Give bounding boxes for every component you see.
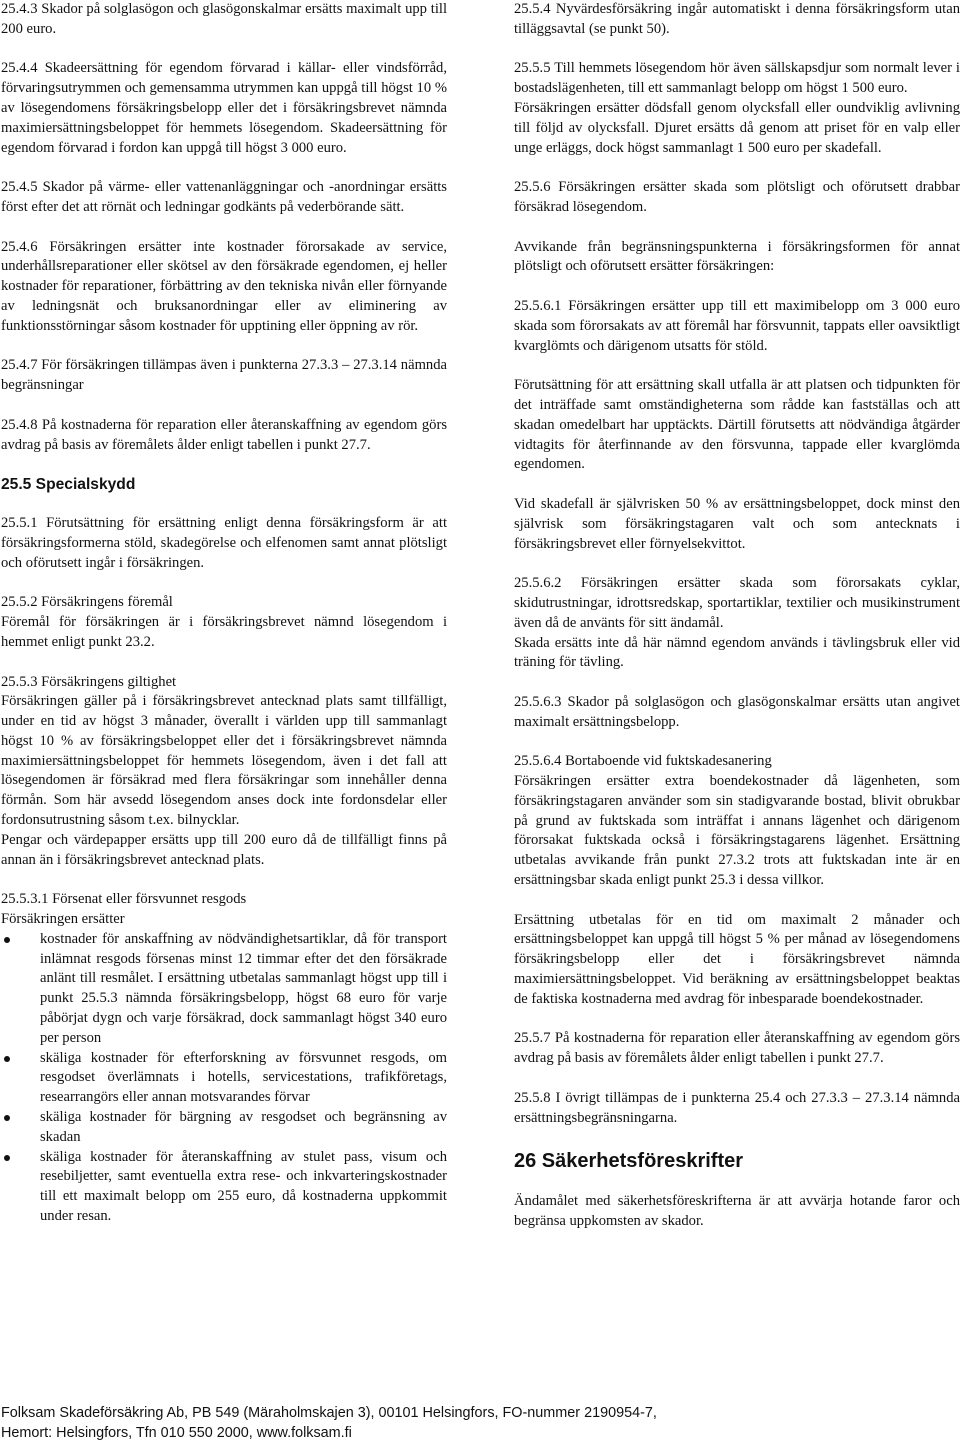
bullet-list bbox=[1, 930, 447, 1227]
section-heading-25-5: 25.5 Specialskydd bbox=[1, 476, 136, 494]
paragraph-compensation-period: Ersättning utbetalas för en tid om maximalt 2 månader och ersättningsbeloppet kan uppgå till högst 5 % per månad av lösegendomens försäkringsbelopp eller det i försäkringsbrevet nämnda maximiersättningsbeloppet. Vid beräkning av ersättningsbeloppet beaktas de faktiska kostnaderna med avdrag för inbesparade boendekostnader. bbox=[514, 911, 960, 1007]
paragraph-25-5-6-4-body: Försäkringen ersätter extra boendekostnader då lägenheten, som försäkringstagaren använder som sin stadigvarande bostad, blivit obrukbar på grund av fuktskada som inträffat i annans lägenhet och därigenom förorsakat fuktskada också i försäkringstagarens lägenhet. Ersättning utbetalas avvikande från punkt 27.3.2 trots att fuktskadan inte är en ersättningsbar skada enligt punkt 25.3 i dessa villkor. bbox=[514, 773, 960, 889]
paragraph-26-purpose: Ändamålet med säkerhetsföreskrifterna är att avvärja hotande faror och begränsa uppkomsten av skador. bbox=[514, 1193, 960, 1230]
section-heading-26: 26 Säkerhetsföreskrifter bbox=[514, 1150, 744, 1173]
page-footer bbox=[1, 1403, 901, 1443]
list-item: kostnader för anskaffning av nödvändighetsartiklar, då för transport inlämnat resgods försenas minst 12 timmar efter det den försäkrade anlänt till resmålet. I ersättning utbetalas sammanlagt högst upp till i punkt 25.5.3 nämnda försäkringsbelopp, högst 68 euro för varje påbörjat dygn och varje försäkrad, dock sammanlagt högst 340 euro per person bbox=[1, 930, 447, 1049]
paragraph-25-4-8: 25.4.8 På kostnaderna för reparation eller återanskaffning av egendom görs avdrag på basis av föremålets ålder enligt tabellen i punkt 27.7. bbox=[1, 416, 447, 453]
paragraph-25-5-3-body: Försäkringen gäller på i försäkringsbrevet antecknad plats samt tillfälligt, under en tid av högst 3 månader, överallt i världen upp till sammanlagt högst 10 % av försäkringsbeloppet eller det i försäkringsbrevet nämnda maximiersättningsbeloppet för hemmets lösegendom, även i det fall att lösegendomen är försäkrad med flera försäkringar som innehåller denna förmån. Som här avsedd lösegendom anses dock inte fordonsdelar eller fordonsutrustning såsom t.ex. bilnycklar. bbox=[1, 693, 447, 829]
paragraph-25-5-5: 25.5.5 Till hemmets lösegendom hör även sällskapsdjur som normalt lever i bostadslägenheten, till ett sammanlagt belopp om högst 1 500 euro. bbox=[514, 60, 960, 97]
paragraph-deductible: Vid skadefall är självrisken 50 % av ersättningsbeloppet, dock minst den självrisk som försäkringstagaren valt och som antecknats i försäkringsbrevet eller förnyelsekvittot. bbox=[514, 495, 960, 552]
footer-line-address: Folksam Skadeförsäkring Ab, PB 549 (Märaholmskajen 3), 00101 Helsingfors, FO-nummer 2190954-7, bbox=[1, 1405, 657, 1421]
paragraph-25-5-2-body: Föremål för försäkringen är i försäkringsbrevet nämnd lösegendom i hemmet enligt punkt 23.2. bbox=[1, 614, 447, 650]
paragraph-25-5-6-1: 25.5.6.1 Försäkringen ersätter upp till ett maximibelopp om 3 000 euro skada som förorsakats av att föremål har försvunnit, tappats eller oavsiktligt kvarglömts och därigenom utsatts för stöld. bbox=[514, 297, 960, 354]
paragraph-25-5-6-2: 25.5.6.2 Försäkringen ersätter skada som förorsakats cyklar, skidutrustningar, idrottsredskap, sportartiklar, textilier och musikinstrument även då de använts för sitt ändamål. bbox=[514, 575, 960, 631]
list-item: skäliga kostnader för återanskaffning av stulet pass, visum och resebiljetter, samt eventuella extra rese- och inkvarteringskostnader till ett maximalt belopp om 255 euro, då kostnaderna uppkommit under resan. bbox=[1, 1148, 447, 1227]
paragraph-condition: Förutsättning för att ersättning skall utfalla är att platsen och tidpunkten för det inträffade samt omständigheterna som rådde kan fastställas och att skadan omedelbart har upptäckts. Därtill förutsetts att nödvändiga åtgärder vidtagits för återfinnande av den försvunna, tappade eller kvarglömda egendomen. bbox=[514, 377, 960, 473]
paragraph-25-5-1: 25.5.1 Förutsättning för ersättning enligt denna försäkringsform är att försäkringsformerna stöld, skadegörelse och elfenomen samt annat plötsligt och oförutsett ingår i försäkringen. bbox=[1, 515, 447, 571]
paragraph-25-4-3: 25.4.3 Skador på solglasögon och glasögonskalmar ersätts maximalt upp till 200 euro. bbox=[1, 1, 447, 37]
paragraph-25-5-2-title: 25.5.2 Försäkringens föremål bbox=[1, 594, 173, 611]
paragraph-25-5-4: 25.5.4 Nyvärdesförsäkring ingår automatiskt i denna försäkringsform utan tilläggsavtal (se punkt 50). bbox=[514, 1, 960, 37]
paragraph-25-5-6: 25.5.6 Försäkringen ersätter skada som plötsligt och oförutsett drabbar försäkrad lösegendom. bbox=[514, 179, 960, 215]
paragraph-25-5-7: 25.5.7 På kostnaderna för reparation eller återanskaffning av egendom görs avdrag på basis av föremålets ålder enligt tabellen i punkt 27.7. bbox=[514, 1030, 960, 1067]
paragraph-25-5-3-1-intro: Försäkringen ersätter bbox=[1, 911, 125, 928]
footer-line-contact: Hemort: Helsingfors, Tfn 010 550 2000, www.folksam.fi bbox=[1, 1425, 352, 1441]
paragraph-25-5-6-4-title: 25.5.6.4 Bortaboende vid fuktskadesanering bbox=[514, 753, 772, 770]
paragraph-25-5-8: 25.5.8 I övrigt tillämpas de i punkterna 25.4 och 27.3.3 – 27.3.14 nämnda ersättningsbegränsningarna. bbox=[514, 1089, 960, 1126]
paragraph-25-4-5: 25.4.5 Skador på värme- eller vattenanläggningar och -anordningar ersätts först efter det att rörnät och ledningar godkänts på vederbörande sätt. bbox=[1, 179, 447, 215]
paragraph-25-4-7: 25.4.7 För försäkringen tillämpas även i punkterna 27.3.3 – 27.3.14 nämnda begränsningar bbox=[1, 357, 447, 394]
paragraph-25-5-6-3: 25.5.6.3 Skador på solglasögon och glasögonskalmar ersätts utan angivet maximalt ersättningsbelopp. bbox=[514, 693, 960, 730]
list-item: skäliga kostnader för bärgning av resgodset och begränsning av skadan bbox=[1, 1108, 447, 1148]
paragraph-25-4-6: 25.4.6 Försäkringen ersätter inte kostnader förorsakade av service, underhållsreparationer eller skötsel av den försäkrade egendomen, ej heller kostnader för reparationer, förbättring av den tekniska nivån eller förnyande av ledningsnät och bruksanordningar eller av eliminering av funktionsstörningar såsom kostnader för upptining eller öppning av rör. bbox=[1, 238, 447, 334]
paragraph-25-5-3-money: Pengar och värdepapper ersätts upp till 200 euro då de tillfälligt finns på annan än i försäkringsbrevet antecknad plats. bbox=[1, 831, 447, 868]
list-item: skäliga kostnader för efterforskning av försvunnet resgods, om resgodset överlämnats i hotells, servicestations, trafikföretags, researrangörs eller annan motsvarandes förvar bbox=[1, 1049, 447, 1108]
paragraph-25-5-5-pets: Försäkringen ersätter dödsfall genom olycksfall eller oundviklig avlivning till följd av olycksfall. Djuret ersätts då genom att priset för en valp eller unge erläggs, dock högst sammanlagt 1 500 euro per skadefall. bbox=[514, 99, 960, 156]
left-column bbox=[1, 0, 447, 1227]
paragraph-25-5-3-1-title: 25.5.3.1 Försenat eller försvunnet resgods bbox=[1, 891, 247, 908]
paragraph-25-5-6-2-competition: Skada ersätts inte då här nämnd egendom används i tävlingsbruk eller vid träning för tävling. bbox=[514, 634, 960, 671]
paragraph-25-5-3-title: 25.5.3 Försäkringens giltighet bbox=[1, 673, 177, 690]
paragraph-25-4-4: 25.4.4 Skadeersättning för egendom förvarad i källar- eller vindsförråd, förvaringsutrymmen och gemensamma utrymmen kan uppgå till högst 10 % av lösegendomens försäkringsbelopp eller det i försäkringsbrevet nämnda maximiersättningsbeloppet för hemmets lösegendom. Skadeersättning för egendom förvarad i fordon kan uppgå till högst 3 000 euro. bbox=[1, 60, 447, 156]
paragraph-deviating: Avvikande från begränsningspunkterna i försäkringsformen för annat plötsligt och oförutsett ersätter försäkringen: bbox=[514, 238, 960, 275]
right-column bbox=[514, 0, 960, 1252]
